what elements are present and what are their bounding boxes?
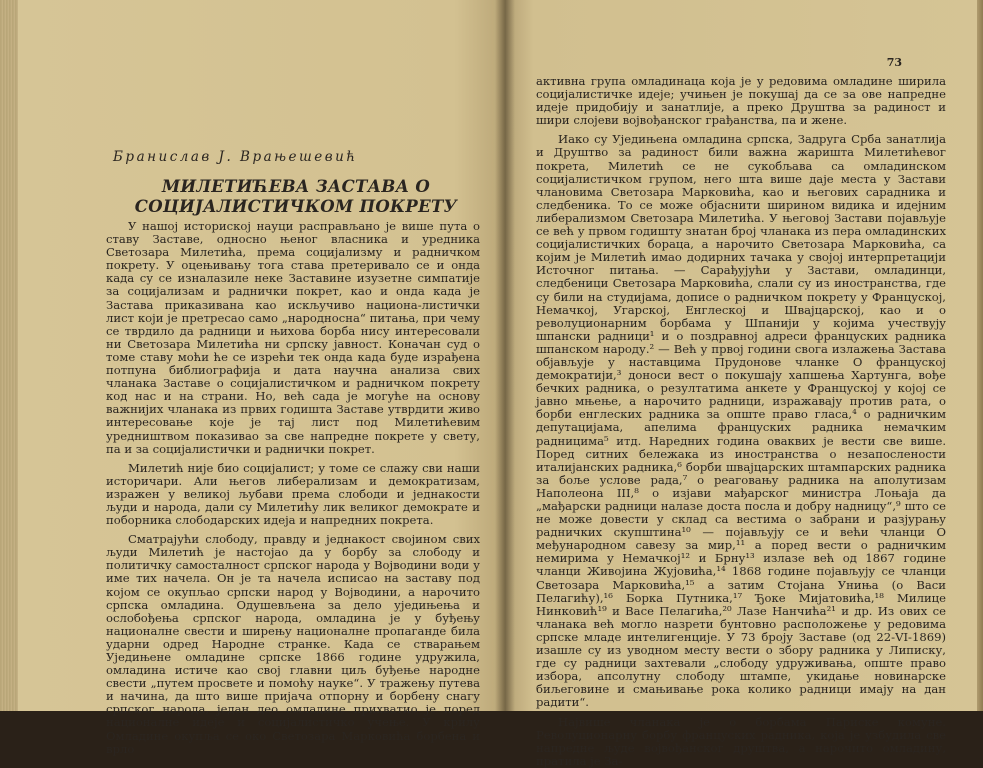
paragraph: У нашој историској науци расправљано је више пута о ставу Заставе, односно њеног власника и уредника Светозара Милетића, према социјализму и радничком покрету. У оцењивању тога става претеривало се и онда када су се изналазиле неке Заставине изузетне симпатије за социјализам и раднички покрет, као и онда када је Застава приказивана као искључиво национа-листички лист који је претресао само „народносна“ питања, при чему се тврдило да радници и њихова борба нису интересовали ни Светозара Милетића ни српску јавност. Коначан суд о томе ставу моћи ће се изрећи тек онда када буде израђена потпуна библиографија и дата научна анализа свих чланака Заставе о социјалистичком и радничком покрету код нас и на страни. Но, већ сада је могуће на основу важнијих чланака из првих годишта Заставе утврдити живо интересовање које је тај лист под Милетићевим уредништвом показивао за све напредне покрете у свету, па и за социјалистички и раднички покрет. xyxy=(106,219,480,456)
paragraph: активна група омладинаца која је у редовима омладине ширила социјалистичке идеје; учињен је покушај да се за ове напредне идеје придобију и занатлије, а преко Друштва за радиност и шири слојеви војвођанског грађанства, па и жене. xyxy=(536,74,946,128)
article-title: МИЛЕТИЋЕВА ЗАСТАВА О СОЦИЈАЛИСТИЧКОМ ПОКРЕТУ xyxy=(134,177,458,216)
page-edge xyxy=(977,0,983,711)
page-edges xyxy=(0,0,18,711)
article-author: Бранислав Ј. Врањешевић xyxy=(113,149,358,165)
book-gutter xyxy=(495,0,515,711)
paragraph: Сматрајући слободу, правду и једнакост својином свих људи Милетић је настојао да у борбу за слободу и политичку самосталност српског народа у Војводини води у име тих начела. Он је та начела исписао на заставу под којом се окупљао српски народ у Војводини, а нарочито српска омладина. Одушевљена за дело уједињења и ослобођења српског народа, омладина је у буђењу националне свести и ширењу националне пропаганде била ударни одред Народне странке. Када се стварањем Уједињене омладине српске 1866 године удружила, омладина истиче као свој главни циљ буђење народне свести „путем просвете и помоћу науке“. У тражењу путева и начина, да што више пријача отпорну и борбену снагу српског народа, један део омладине прихватио је поред националне идеје и социјалистичко учење. У крилу Омладине окупља се око Светозара Марковића борбена и врло xyxy=(106,532,480,756)
paragraph: Милетић није био социјалист; у томе се слажу сви наши историчари. Али његов либерализам и демократизам, изражен у великој љубави према слободи и једнакости људи и народа, дали су Милетићу лик великог демократе и поборника слободарских идеја и напредних покрета. xyxy=(106,460,480,528)
right-page xyxy=(505,0,983,768)
left-body-text xyxy=(106,220,480,756)
page-number: 73 xyxy=(886,56,902,69)
paragraph: Највише чланака је о борбама Париске комуне. Револуционарну борбу француских радника, која је узбудила све напредне људе војвођанског друштва, а нарочито омладину, пратила је За- xyxy=(536,714,946,768)
right-body-text xyxy=(536,75,946,768)
paragraph: Иако су Уједињена омладина српска, Задруга Срба занатлија и Друштво за радиност били важна жаришта Милетићевог покрета, Милетић се не сукобљава са омладинском социјалистичком групом, него шта више даје места у Застави члановима Светозара Марковића, као и његових сарадника и следбеника. То се може објаснити ширином видика и идејним либерализмом Светозара Милетића. У његовој Застави појављује се већ у првом годишту знатан број чланака из пера омладинских социјалистичких бораца, а нарочито Светозара Марковића, са којим је Милетић имао додирних тачака у својој интерпретацији Источног питања. — Сарађујући у Застави, омладинци, следбеници Светозара Марковића, слали су из иностранства, где су били на студијама, дописе о радничком покрету у Француској, Немачкој, Угарској, Енглеској и Швајцарској, као и о револуционарним борбама у Шпанији у којима учествују шпански радници¹ и о поздравној адреси француских радника шпанском народу.² — Већ у првој години свога излажења Застава објављује у наставцима Прудонове чланке О француској демократији,³ доноси вест о покушају хапшења Хартунга, вође бечких радника, о резултатима анкете у Француској у којој се јавно мњење, а нарочито радници, изражавају против рата, о борби енглеских радника за опште право гласа,⁴ о радничким депутацијама, апелима француских радника немачким радницима⁵ итд. Наредних година оваквих је вести све више. Поред ситних бележака из иностранства о незапослености италијанских радника,⁶ борби швајцарских штампарских радника за боље услове рада,⁷ о реаговању радника на аполутизам Наполеона III,⁸ о изјави мађарског министра Лоњаја да „мађарски радници налазе доста посла и добру надницу“,⁹ што се не може довести у склад са вестима о забрани и разјурању радничких скупштина¹⁰ — појављују се и већи чланци О међународном савезу за мир,¹¹ а поред вести о радничким немирима у Немачкој¹² и Брну¹³ излазе већ од 1867 године чланци Живојина Жујовића,¹⁴ 1868 године појављују се чланци Светозара Марковића,¹⁵ а затим Стојана Униња (о Васи Пелагићу),¹⁶ Борка Путника,¹⁷ Ђоке Мијатовића,¹⁸ Милице Нинковић¹⁹ и Васе Пелагића,²⁰ Лазе Нанчића²¹ и др. Из ових се чланака већ могло назрети бунтовно расположење у редовима српске младе интелигенције. У 73 броју Заставе (од 22-VI-1869) изашле су из уводном месту вести о збору радника у Липиску, где су радници захтевали „слободу удруживања, опште право избора, апсолутну слободу штампе, укидање новинарске биљеговине и смањивање рока колико радници имају на дан радити“. xyxy=(536,132,946,710)
